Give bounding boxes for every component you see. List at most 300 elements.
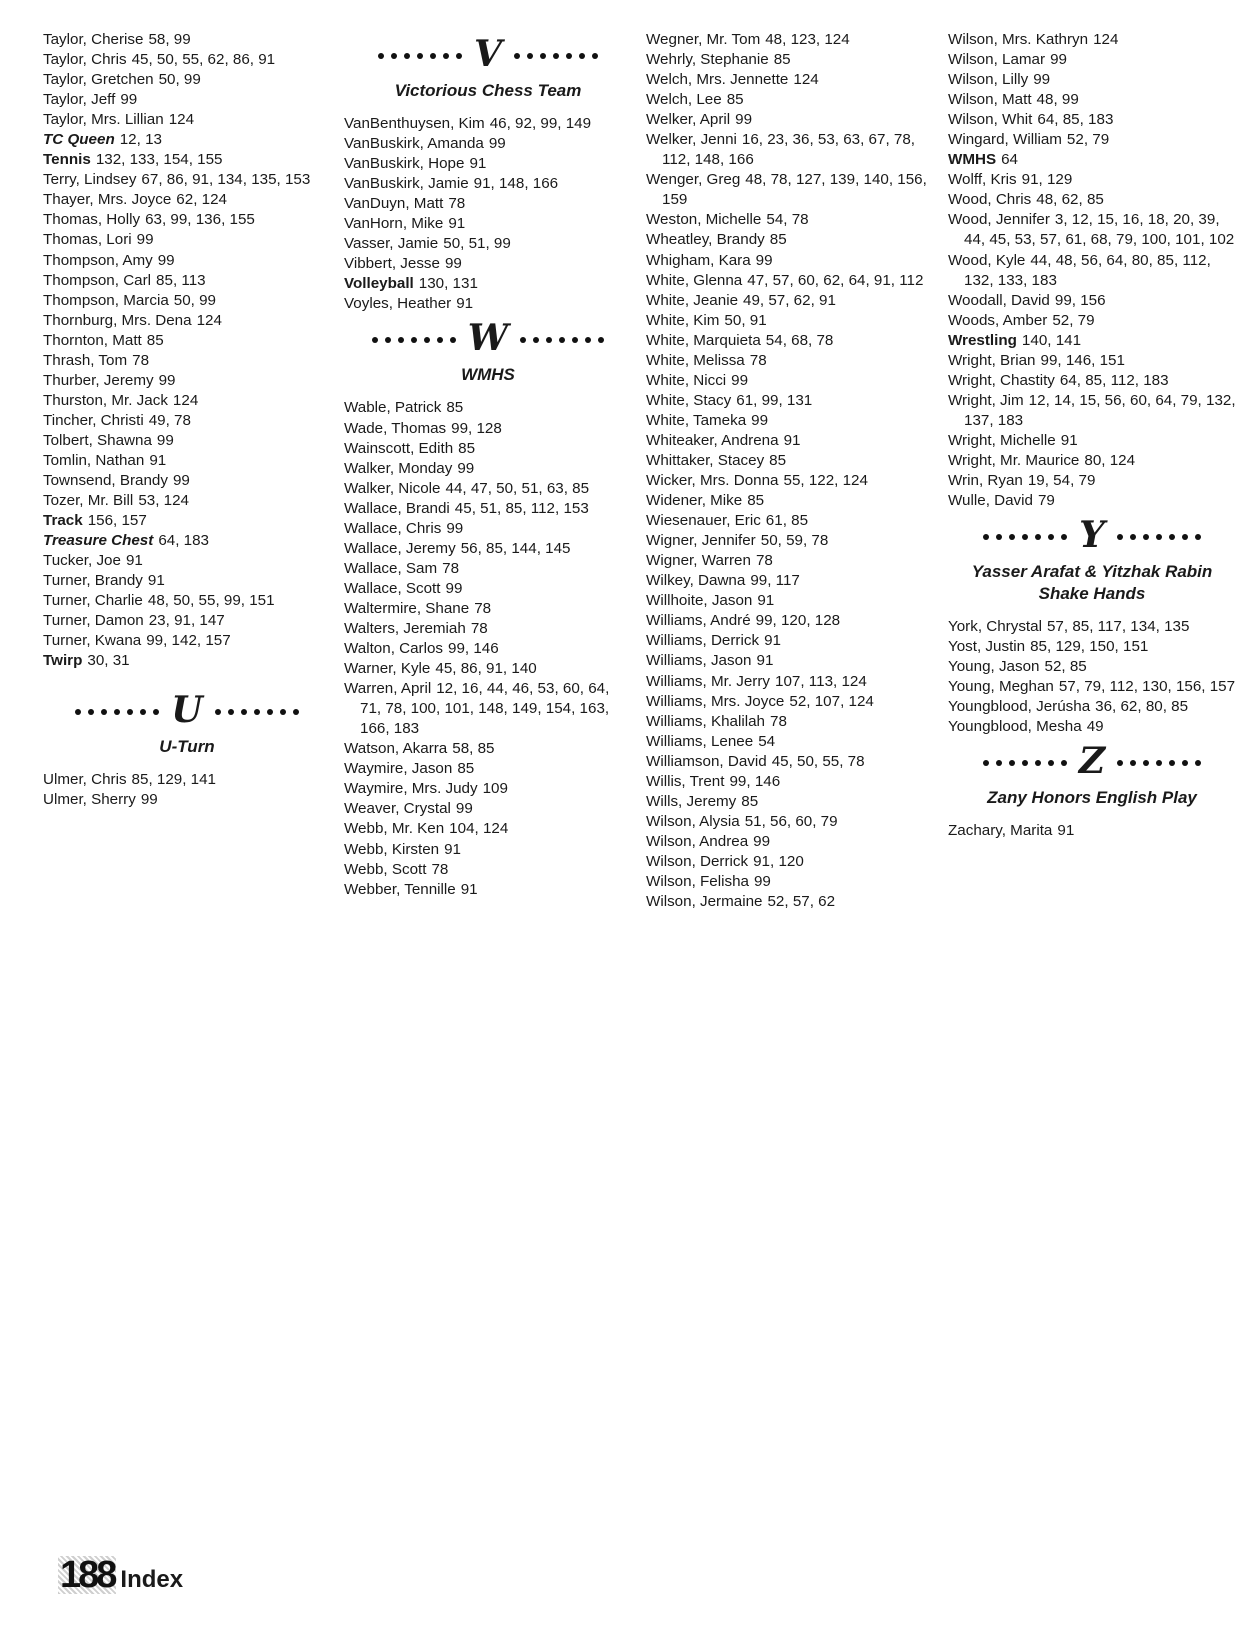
page-number: 188 [60, 1554, 115, 1596]
entry-name: Track [43, 512, 83, 530]
index-entry [344, 459, 632, 479]
entry-pages: 12, 13 [119, 131, 162, 149]
index-entry [948, 391, 1236, 431]
index-entry [646, 732, 934, 752]
entry-pages: 78 [132, 351, 150, 369]
entry-name: Welker, Jenni [646, 131, 737, 149]
rule-dot [1022, 760, 1028, 766]
rule-dot [1156, 760, 1162, 766]
entry-pages: 85 [458, 439, 476, 457]
index-column-1 [43, 30, 331, 810]
entry-pages: 124 [793, 71, 819, 89]
letter-divider [948, 514, 1236, 557]
entry-name: White, Jeanie [646, 291, 739, 309]
entry-name: Wilson, Lamar [948, 51, 1046, 69]
entry-pages: 91 [1060, 431, 1078, 449]
index-entry [344, 539, 632, 559]
rule-dot [1009, 534, 1015, 540]
index-entry [646, 872, 934, 892]
rule-dot [1156, 534, 1162, 540]
entry-pages: 52, 79 [1052, 311, 1095, 329]
index-entry [646, 251, 934, 271]
entry-pages: 85 [726, 91, 744, 109]
entry-pages: 99 [755, 251, 773, 269]
entry-pages: 91 [783, 431, 801, 449]
entry-name: Wicker, Mrs. Donna [646, 472, 779, 490]
index-entry [344, 619, 632, 639]
section-theme-line: U-Turn [159, 736, 215, 756]
entry-pages: 91 [456, 295, 474, 313]
entry-name: Thayer, Mrs. Joyce [43, 191, 172, 209]
entry-pages: 107, 113, 124 [775, 672, 867, 690]
entry-name: Thomas, Holly [43, 211, 141, 229]
entry-pages: 64 [1001, 151, 1018, 169]
rule-dot [127, 709, 133, 715]
rule-dot [1035, 760, 1041, 766]
index-entry [646, 130, 934, 170]
entry-name: Zachary, Marita [948, 822, 1053, 840]
entry-name: Wilson, Jermaine [646, 893, 763, 911]
entry-name: VanBenthuysen, Kim [344, 115, 485, 132]
index-entry [948, 637, 1236, 657]
entry-pages: 85 [769, 451, 787, 469]
entry-pages: 99 [731, 371, 749, 389]
entry-name: Wigner, Warren [646, 552, 751, 570]
index-entry [646, 752, 934, 772]
entry-pages: 91, 120 [753, 852, 804, 870]
rule-dot [1195, 760, 1201, 766]
entry-name: Wright, Michelle [948, 431, 1056, 449]
rule-dot [572, 337, 578, 343]
entry-pages: 50, 91 [724, 311, 767, 329]
entry-pages: 45, 51, 85, 112, 153 [454, 499, 589, 517]
entry-name: Taylor, Cherise [43, 31, 144, 48]
entry-name: Wallace, Jeremy [344, 539, 456, 557]
index-entry [646, 571, 934, 591]
section-letter: Y [1079, 514, 1105, 557]
index-entry [43, 770, 331, 790]
entry-name: VanDuyn, Matt [344, 195, 444, 213]
entry-pages: 48, 123, 124 [765, 31, 850, 48]
index-entry [646, 210, 934, 230]
entry-pages: 48, 50, 55, 99, 151 [147, 592, 275, 610]
entry-name: Wallace, Scott [344, 579, 441, 597]
rule-dot [1195, 534, 1201, 540]
entry-pages: 61, 85 [765, 512, 809, 530]
rule-dot [241, 709, 247, 715]
index-entry [43, 611, 331, 631]
index-entry [646, 531, 934, 551]
index-entry [344, 439, 632, 459]
rule-dot [1117, 534, 1123, 540]
entry-pages: 99 [140, 790, 158, 808]
entry-pages: 57, 85, 117, 134, 135 [1046, 618, 1190, 636]
index-entry [646, 230, 934, 250]
index-column-4 [948, 30, 1236, 841]
index-entry [646, 852, 934, 872]
entry-pages: 49, 78 [148, 411, 191, 429]
entry-name: Weston, Michelle [646, 211, 762, 229]
entry-pages: 45, 50, 55, 62, 86, 91 [131, 51, 276, 69]
letter-divider [948, 740, 1236, 783]
index-entry [646, 451, 934, 471]
entry-name: Welker, April [646, 111, 731, 129]
right-dots [1117, 760, 1201, 766]
entry-name: Woodall, David [948, 291, 1050, 309]
index-entry [646, 291, 934, 311]
index-entry [344, 194, 632, 214]
entry-name: Tozer, Mr. Bill [43, 492, 134, 510]
index-entry [948, 70, 1236, 90]
entry-name: Wills, Jeremy [646, 792, 737, 810]
rule-dot [1048, 760, 1054, 766]
index-entry [646, 491, 934, 511]
entry-name: Waymire, Mrs. Judy [344, 780, 478, 798]
entry-name: Tolbert, Shawna [43, 431, 152, 449]
entry-pages: 49, 57, 62, 91 [743, 291, 836, 309]
entry-name: Waymire, Jason [344, 760, 453, 778]
entry-pages: 44, 47, 50, 51, 63, 85 [445, 479, 590, 497]
entry-name: Turner, Charlie [43, 592, 143, 610]
entry-pages: 99 [136, 231, 154, 249]
index-entry [43, 30, 331, 50]
entry-name: Treasure Chest [43, 532, 154, 550]
entry-pages: 99 [751, 411, 769, 429]
entry-pages: 45, 86, 91, 140 [435, 660, 537, 678]
rule-dot [527, 53, 533, 59]
index-entry [344, 599, 632, 619]
index-entry [344, 679, 632, 739]
left-dots [75, 709, 159, 715]
index-entry [43, 391, 331, 411]
index-entry [43, 351, 331, 371]
entry-name: Wilkey, Dawna [646, 572, 746, 590]
entry-name: Wrestling [948, 331, 1017, 349]
index-entry [646, 170, 934, 210]
entry-pages: 99 [157, 251, 175, 269]
entry-name: Tincher, Christi [43, 411, 144, 429]
entry-pages: 104, 124 [449, 820, 509, 838]
entry-name: Waltermire, Shane [344, 599, 470, 617]
index-entry [43, 170, 331, 190]
section-letter: Z [1078, 740, 1106, 783]
index-entry [43, 411, 331, 431]
entry-name: Wilson, Matt [948, 91, 1032, 109]
entry-name: Wright, Brian [948, 351, 1036, 369]
section-theme-line: Yasser Arafat & Yitzhak Rabin [971, 562, 1213, 582]
rule-dot [1169, 760, 1175, 766]
entry-pages: 124 [172, 391, 199, 409]
rule-dot [430, 53, 436, 59]
entry-pages: 78 [442, 559, 460, 577]
index-entry [646, 351, 934, 371]
entry-pages: 91 [444, 840, 462, 858]
entry-pages: 99, 117 [750, 572, 800, 590]
entry-pages: 47, 57, 60, 62, 64, 91, 112 [747, 271, 924, 289]
rule-dot [566, 53, 572, 59]
entry-pages: 85 [741, 792, 759, 810]
entry-pages: 46, 92, 99, 149 [489, 115, 592, 132]
entry-name: VanHorn, Mike [344, 215, 444, 233]
section-letter: V [474, 33, 502, 75]
entry-pages: 99 [735, 111, 753, 129]
entry-name: Wolff, Kris [948, 171, 1017, 189]
entry-name: Ulmer, Chris [43, 770, 127, 788]
rule-dot [293, 709, 299, 715]
left-dots [983, 534, 1067, 540]
left-dots [372, 337, 456, 343]
entry-pages: 54 [758, 732, 776, 750]
entry-name: Thornton, Matt [43, 331, 142, 349]
entry-pages: 99 [444, 255, 462, 273]
entry-name: Wingard, William [948, 131, 1062, 149]
index-entry [646, 90, 934, 110]
entry-name: Wilson, Mrs. Kathryn [948, 31, 1089, 48]
entry-pages: 52, 107, 124 [789, 692, 874, 710]
rule-dot [598, 337, 604, 343]
entry-pages: 99 [1050, 51, 1067, 69]
index-column-3 [646, 30, 934, 912]
entry-pages: 91 [147, 572, 165, 590]
entry-pages: 78 [448, 195, 466, 213]
entry-name: York, Chrystal [948, 618, 1042, 636]
rule-dot [579, 53, 585, 59]
entry-name: VanBuskirk, Jamie [344, 175, 469, 193]
entry-pages: 109 [482, 780, 508, 798]
rule-dot [456, 53, 462, 59]
entry-name: Volleyball [344, 275, 414, 293]
index-entry [646, 651, 934, 671]
entry-pages: 12, 16, 44, 46, 53, 60, 64, 71, 78, 100, 101, 148, 149, 154, 163, 166, 183 [360, 680, 610, 738]
entry-name: Weaver, Crystal [344, 800, 451, 818]
index-entry [43, 631, 331, 651]
rule-dot [514, 53, 520, 59]
rule-dot [1061, 760, 1067, 766]
entry-pages: 54, 68, 78 [765, 331, 834, 349]
index-entry [948, 30, 1236, 50]
entry-pages: 99, 128 [451, 419, 502, 437]
rule-dot [540, 53, 546, 59]
entry-name: Welch, Lee [646, 91, 722, 109]
entry-name: Wilson, Derrick [646, 852, 749, 870]
entry-name: Taylor, Gretchen [43, 71, 154, 89]
entry-pages: 91 [757, 592, 775, 610]
right-dots [514, 53, 598, 59]
index-entry [646, 411, 934, 431]
entry-name: Voyles, Heather [344, 295, 452, 313]
entry-name: Wright, Mr. Maurice [948, 451, 1080, 469]
entry-pages: 49 [1086, 718, 1104, 736]
entry-pages: 78 [755, 552, 773, 570]
entry-name: TC Queen [43, 131, 115, 149]
index-entry [948, 150, 1236, 170]
rule-dot [520, 337, 526, 343]
rule-dot [450, 337, 456, 343]
index-entry [43, 451, 331, 471]
index-entry [948, 130, 1236, 150]
rule-dot [75, 709, 81, 715]
entry-pages: 91, 129 [1021, 171, 1073, 189]
entry-pages: 99 [753, 832, 771, 850]
rule-dot [101, 709, 107, 715]
entry-name: Wright, Chastity [948, 371, 1055, 389]
index-entry [43, 471, 331, 491]
index-entry [948, 371, 1236, 391]
entry-name: Wallace, Chris [344, 519, 442, 537]
index-entry [344, 860, 632, 880]
index-entry [646, 70, 934, 90]
entry-name: Thomas, Lori [43, 231, 132, 249]
letter-divider [43, 688, 331, 732]
index-entry [43, 591, 331, 611]
rule-dot [378, 53, 384, 59]
entry-name: Thompson, Marcia [43, 291, 169, 309]
entry-pages: 50, 99 [173, 291, 216, 309]
entry-pages: 99 [120, 91, 138, 109]
entry-name: Whigham, Kara [646, 251, 751, 269]
entry-name: Ulmer, Sherry [43, 790, 136, 808]
index-entry [344, 840, 632, 860]
entry-name: Warren, April [344, 680, 432, 698]
section-theme-line: Victorious Chess Team [394, 81, 582, 100]
rule-dot [1061, 534, 1067, 540]
entry-name: White, Tameka [646, 411, 747, 429]
entry-name: Wegner, Mr. Tom [646, 31, 761, 48]
index-entry [43, 571, 331, 591]
index-entry [344, 759, 632, 779]
rule-dot [533, 337, 539, 343]
entry-name: Youngblood, Mesha [948, 718, 1082, 736]
index-entry [43, 371, 331, 391]
index-entry [43, 90, 331, 110]
index-entry [43, 271, 331, 291]
entry-pages: 54, 78 [766, 211, 809, 229]
entry-name: Widener, Mike [646, 492, 743, 510]
index-entry [948, 451, 1236, 471]
rule-dot [443, 53, 449, 59]
index-entry [43, 511, 331, 531]
entry-name: Whiteaker, Andrena [646, 431, 779, 449]
entry-pages: 99 [172, 472, 190, 490]
entry-pages: 91 [469, 155, 487, 173]
index-entry [43, 50, 331, 70]
index-entry [948, 251, 1236, 291]
entry-pages: 85 [769, 231, 787, 249]
index-entry [344, 659, 632, 679]
entry-pages: 78 [474, 599, 492, 617]
index-entry [43, 291, 331, 311]
entry-name: Thompson, Amy [43, 251, 153, 269]
letter-divider [344, 33, 632, 76]
entry-pages: 48, 99 [1036, 91, 1079, 109]
entry-name: Thurber, Jeremy [43, 371, 154, 389]
rule-dot [553, 53, 559, 59]
entry-pages: 44, 48, 56, 64, 80, 85, 112, 132, 133, 183 [964, 251, 1211, 289]
index-entry [948, 110, 1236, 130]
entry-name: Webber, Tennille [344, 880, 456, 898]
rule-dot [88, 709, 94, 715]
rule-dot [114, 709, 120, 715]
index-entry [646, 812, 934, 832]
entry-pages: 12, 14, 15, 56, 60, 64, 79, 132, 137, 183 [964, 391, 1236, 429]
entry-pages: 91 [460, 880, 478, 898]
entry-pages: 99 [457, 459, 475, 477]
entry-pages: 85, 113 [156, 271, 206, 289]
entry-name: Taylor, Jeff [43, 91, 116, 109]
entry-name: White, Marquieta [646, 331, 761, 349]
entry-name: Terry, Lindsey [43, 171, 137, 189]
entry-name: Willis, Trent [646, 772, 725, 790]
entry-name: Wilson, Lilly [948, 71, 1029, 89]
entry-pages: 124 [168, 111, 195, 129]
entry-name: Wood, Chris [948, 191, 1032, 209]
rule-dot [215, 709, 221, 715]
entry-name: White, Melissa [646, 351, 745, 369]
entry-name: VanBuskirk, Hope [344, 155, 465, 173]
right-dots [520, 337, 604, 343]
entry-name: Young, Meghan [948, 678, 1054, 696]
entry-pages: 99 [455, 800, 473, 818]
section-letter: W [467, 317, 509, 360]
entry-pages: 52, 85 [1044, 658, 1087, 676]
index-entry [646, 551, 934, 571]
index-entry [43, 331, 331, 351]
index-entry [948, 50, 1236, 70]
entry-name: Thrash, Tom [43, 351, 128, 369]
entry-name: Webb, Scott [344, 860, 427, 878]
index-entry [646, 271, 934, 291]
entry-pages: 99 [488, 135, 506, 153]
entry-name: Vibbert, Jesse [344, 255, 440, 273]
entry-name: Thurston, Mr. Jack [43, 391, 168, 409]
index-entry [344, 579, 632, 599]
rule-dot [1117, 760, 1123, 766]
entry-name: Taylor, Mrs. Lillian [43, 111, 164, 129]
entry-pages: 124 [196, 311, 222, 329]
index-entry [344, 134, 632, 154]
index-entry [344, 479, 632, 499]
index-entry [646, 511, 934, 531]
entry-pages: 80, 124 [1084, 451, 1136, 469]
entry-pages: 124 [1093, 31, 1119, 48]
section-theme [43, 736, 331, 758]
rule-dot [546, 337, 552, 343]
entry-pages: 99 [156, 431, 174, 449]
index-entry [948, 170, 1236, 190]
entry-pages: 99 [1033, 71, 1051, 89]
entry-name: WMHS [948, 151, 997, 169]
section-theme [948, 787, 1236, 809]
index-entry [43, 150, 331, 170]
entry-pages: 19, 54, 79 [1027, 472, 1096, 490]
entry-name: Wilson, Andrea [646, 832, 749, 850]
entry-pages: 132, 133, 154, 155 [95, 151, 223, 169]
index-entry [43, 531, 331, 551]
section-theme [948, 561, 1236, 605]
entry-pages: 58, 85 [452, 740, 495, 758]
index-entry [646, 30, 934, 50]
entry-name: Youngblood, Jerúsha [948, 698, 1091, 716]
entry-name: White, Stacy [646, 391, 732, 409]
entry-pages: 36, 62, 80, 85 [1095, 698, 1189, 716]
rule-dot [1182, 760, 1188, 766]
entry-pages: 50, 99 [158, 71, 201, 89]
index-entry [948, 697, 1236, 717]
rule-dot [559, 337, 565, 343]
entry-name: Wallace, Brandi [344, 499, 450, 517]
page-folio [58, 1556, 183, 1594]
entry-name: Whittaker, Stacey [646, 451, 765, 469]
